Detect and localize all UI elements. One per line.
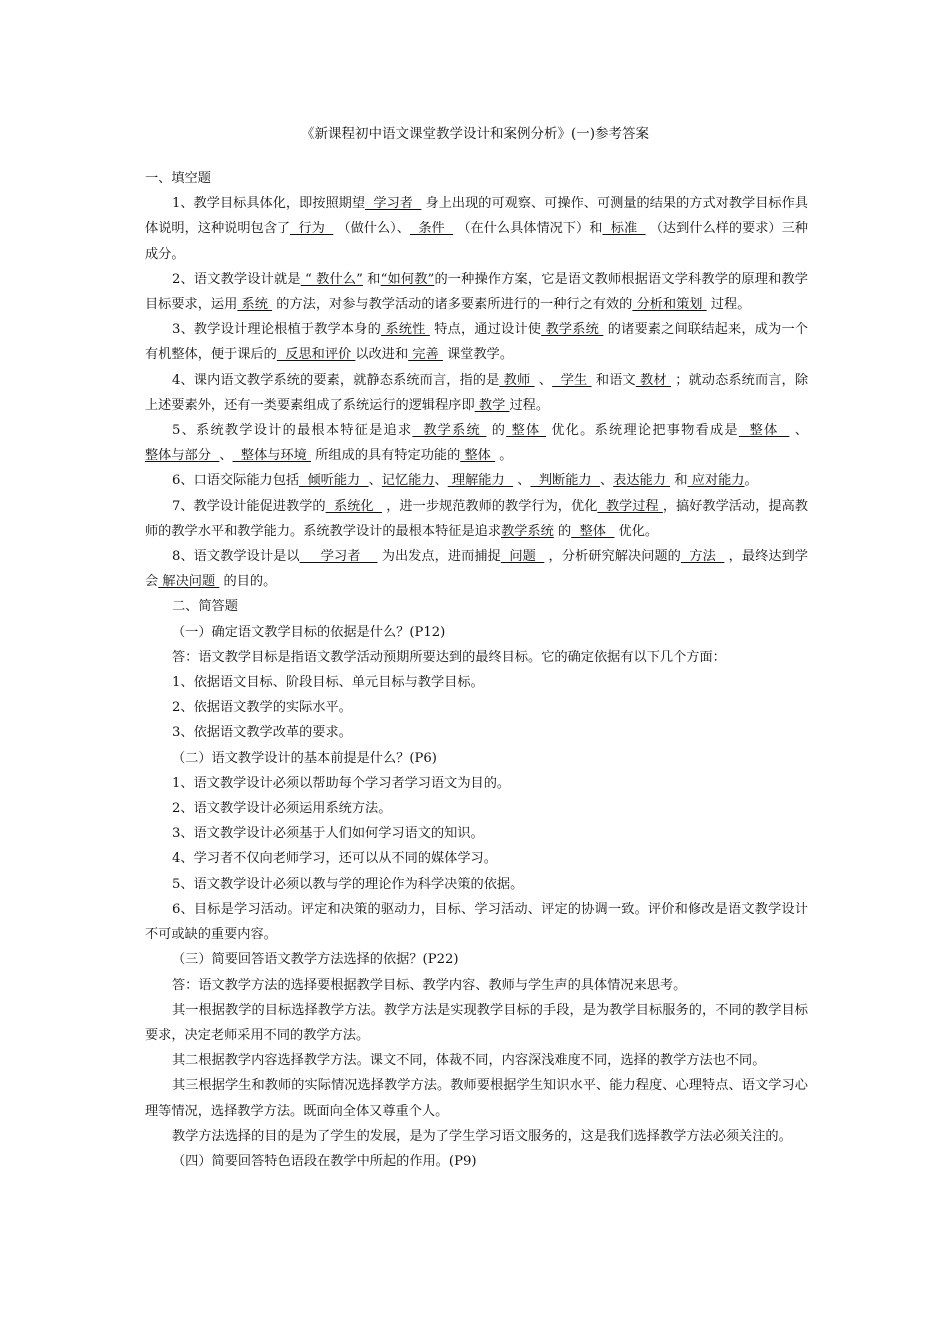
- paragraph: [145, 191, 808, 267]
- text-run: 1、教学目标具体化，即按照期望: [172, 196, 366, 212]
- paragraph: [145, 1048, 808, 1073]
- text-run: 的: [486, 423, 507, 439]
- text-run: （二）语文教学设计的基本前提是什么？(P6): [172, 750, 437, 766]
- answer-blank: 记忆能力: [381, 473, 435, 489]
- text-run: 其一根据教学的目标选择教学方法。教学方法是实现教学目标的手段，是为教学目标服务的，不同的教学目标要求，决定老师采用不同的教学方法。: [145, 1002, 808, 1043]
- text-run: （四）简要回答特色语段在教学中所起的作用。(P9): [172, 1153, 477, 1169]
- text-run: （在什么具体情况下）和: [453, 221, 603, 237]
- text-run: 教学方法选择的目的是为了学生的发展，是为了学生学习语文服务的，这是我们选择教学方法必须关注的。: [172, 1128, 792, 1144]
- answer-blank: 整体与部分: [145, 448, 220, 464]
- answer-blank: 判断能力: [530, 473, 600, 489]
- text-run: 以改进和: [355, 347, 409, 363]
- text-run: 的一种操作方案，它是语文教师根据语文学科教学的原理和教学目标要求，运用: [145, 271, 808, 313]
- paragraph: [145, 947, 808, 972]
- text-run: 5、系统教学设计的最根本特征是追求: [172, 423, 413, 439]
- text-run: 二、简答题: [172, 599, 238, 615]
- paragraph: [145, 1149, 808, 1174]
- paragraph: [145, 1073, 808, 1123]
- paragraph: [145, 494, 808, 544]
- answer-blank: 学习者: [299, 549, 378, 565]
- answer-blank: 教材: [635, 372, 671, 388]
- paragraph: [145, 746, 808, 771]
- paragraph: [145, 166, 808, 191]
- text-run: （达到什么样的要求）三种成分。: [145, 221, 808, 262]
- text-run: 8、语文教学设计是以: [172, 549, 300, 565]
- paragraph: [145, 846, 808, 871]
- answer-blank: 应对能力: [687, 473, 745, 489]
- document-title: 《新课程初中语文课堂教学设计和案例分析》(一)参考答案: [300, 126, 650, 142]
- paragraph: [145, 973, 808, 998]
- text-run: 3、依据语文教学改革的要求。: [172, 725, 352, 741]
- text-run: 特点，通过设计使: [429, 322, 542, 338]
- paragraph: [145, 720, 808, 745]
- paragraph: [145, 695, 808, 720]
- paragraph: [145, 670, 808, 695]
- paragraph: [145, 317, 808, 367]
- text-run: 1、语文教学设计必须以帮助每个学习者学习语文为目的。: [172, 775, 511, 791]
- answer-blank: 教学: [474, 397, 510, 413]
- text-run: 优化。系统理论把事物看成是: [545, 423, 739, 439]
- text-run: 。: [495, 448, 513, 464]
- text-run: 4、学习者不仅向老师学习，还可以从不同的媒体学习。: [172, 851, 497, 867]
- answer-blank: 整体: [571, 523, 615, 539]
- text-run: 2、依据语文教学的实际水平。: [172, 700, 352, 716]
- text-run: （三）简要回答语文教学方法选择的依据？(P22): [172, 952, 459, 968]
- text-run: ，搞好教学活动，提高教师的教学水平和教学能力。系统教学设计的最根本特征是追求: [145, 498, 808, 539]
- text-run: 所组成的具有特定功能的: [311, 448, 461, 464]
- text-run: 、: [789, 423, 808, 439]
- paragraph: [145, 594, 808, 619]
- answer-blank: 整体与环境: [232, 448, 312, 464]
- answer-blank: 系统性: [381, 322, 430, 338]
- answer-blank: 整体: [506, 423, 546, 439]
- text-run: 6、目标是学习活动。评定和决策的驱动力，目标、学习活动、评定的协调一致。评价和修改是语文教学设计不可或缺的重要内容。: [145, 901, 808, 943]
- answer-blank: 标准: [602, 221, 646, 237]
- answer-blank: 系统化: [325, 498, 383, 514]
- text-run: 1、依据语文目标、阶段目标、单元目标与教学目标。: [172, 675, 484, 691]
- text-run: 身上出现的可观察、可操作、可测量的结果的方式对教学目标作具体说明，这种说明包含了: [145, 196, 808, 237]
- text-run: 其三根据学生和教师的实际情况选择教学方法。教师要根据学生知识水平、能力程度、心理特点、语文学习心理等情况，选择教学方法。既面向全体又尊重个人。: [145, 1078, 808, 1119]
- answer-blank: 倾听能力: [299, 473, 369, 489]
- text-run: 其二根据教学内容选择教学方法。课文不同，体裁不同，内容深浅难度不同，选择的教学方法也不同。: [172, 1053, 766, 1069]
- text-run: 和: [362, 271, 381, 287]
- answer-blank: 理解能力: [447, 473, 514, 489]
- text-run: 。: [744, 473, 758, 489]
- text-run: 的目的。: [219, 574, 277, 590]
- answer-blank: 学生: [552, 372, 592, 388]
- paragraph: [145, 796, 808, 821]
- text-run: 答：语文教学目标是指语文教学活动预期所要达到的最终目标。它的确定依据有以下几个方面：: [172, 649, 726, 665]
- answer-blank: 系统: [237, 297, 273, 313]
- answer-blank: 教学系统: [501, 523, 554, 539]
- answer-blank: 解决问题: [158, 574, 220, 590]
- text-run: 6、口语交际能力包括: [172, 473, 300, 489]
- text-run: 3、语文教学设计必须基于人们如何学习语文的知识。: [172, 826, 484, 842]
- answer-blank: “ 教什么”: [300, 271, 363, 287]
- text-run: 优化。: [614, 523, 659, 539]
- answer-blank: 教学过程: [597, 498, 663, 514]
- paragraph: [145, 468, 808, 493]
- answer-blank: 整体: [460, 448, 496, 464]
- text-run: 5、语文教学设计必须以教与学的理论作为科学决策的依据。: [172, 876, 524, 892]
- text-run: 、: [434, 473, 448, 489]
- answer-blank: 问题: [500, 549, 545, 565]
- text-run: （做什么）、: [333, 221, 410, 237]
- paragraph: [145, 544, 808, 594]
- text-run: 答：语文教学方法的选择要根据教学目标、教学内容、教师与学生声的具体情况来思考。: [172, 977, 687, 993]
- text-run: ，最终达到学会: [145, 549, 808, 590]
- paragraph: [145, 418, 808, 468]
- text-run: 3、教学设计理论根植于教学本身的: [172, 322, 382, 338]
- text-run: 、: [368, 473, 382, 489]
- text-run: 一、填空题: [145, 171, 211, 186]
- answer-blank: 方法: [680, 549, 725, 565]
- text-run: 过程。: [706, 297, 751, 313]
- paragraph: [145, 368, 808, 418]
- text-run: 过程。: [509, 397, 550, 413]
- text-run: 7、教学设计能促进教学的: [172, 498, 326, 514]
- answer-blank: 教学系统: [412, 423, 487, 439]
- answer-blank: 教师: [499, 372, 535, 388]
- document-body: [145, 166, 808, 1174]
- text-run: 为出发点，进而捕捉: [377, 549, 501, 565]
- text-run: 、: [219, 448, 233, 464]
- text-run: 4、课内语文教学系统的要素，就静态系统而言，指的是: [172, 372, 500, 388]
- text-run: （一）确定语文教学目标的依据是什么？(P12): [172, 624, 446, 640]
- text-run: 、: [599, 473, 614, 489]
- text-run: 课堂教学。: [442, 347, 514, 363]
- text-run: ；就动态系统而言，除上述要素外，还有一类要素组成了系统运行的逻辑程序即: [145, 372, 809, 413]
- text-run: 和语文: [591, 372, 636, 388]
- answer-blank: 行为: [290, 221, 334, 237]
- answer-blank: 整体: [738, 423, 790, 439]
- text-run: 、: [513, 473, 531, 489]
- answer-blank: 反思和评价: [276, 347, 356, 363]
- text-run: ，进一步规范教师的教学行为，优化: [382, 498, 598, 514]
- text-run: 2、语文教学设计必须运用系统方法。: [172, 801, 392, 817]
- paragraph: [145, 620, 808, 645]
- text-run: 2、语文教学设计就是: [172, 271, 301, 287]
- paragraph: [145, 267, 808, 317]
- paragraph: [145, 771, 808, 796]
- paragraph: [145, 821, 808, 846]
- answer-blank: 分析和策划: [632, 297, 707, 313]
- text-run: 、: [534, 372, 553, 388]
- answer-blank: 条件: [409, 221, 454, 237]
- paragraph: [145, 645, 808, 670]
- answer-blank: 学习者: [365, 196, 422, 212]
- text-run: 和: [670, 473, 688, 489]
- answer-blank: 完善: [408, 347, 443, 363]
- answer-blank: 教学系统: [541, 322, 604, 338]
- paragraph: [145, 1124, 808, 1149]
- paragraph: [145, 872, 808, 897]
- answer-blank: “如何教”: [380, 271, 435, 287]
- paragraph: [145, 897, 808, 947]
- text-run: 的诸要素之间联结起来，成为一个有机整体，便于课后的: [145, 322, 808, 363]
- paragraph: [145, 998, 808, 1048]
- text-run: 的: [553, 523, 572, 539]
- text-run: ，分析研究解决问题的: [544, 549, 681, 565]
- answer-blank: 表达能力: [613, 473, 671, 489]
- text-run: 的方法，对参与教学活动的诸多要素所进行的一种行之有效的: [272, 297, 633, 313]
